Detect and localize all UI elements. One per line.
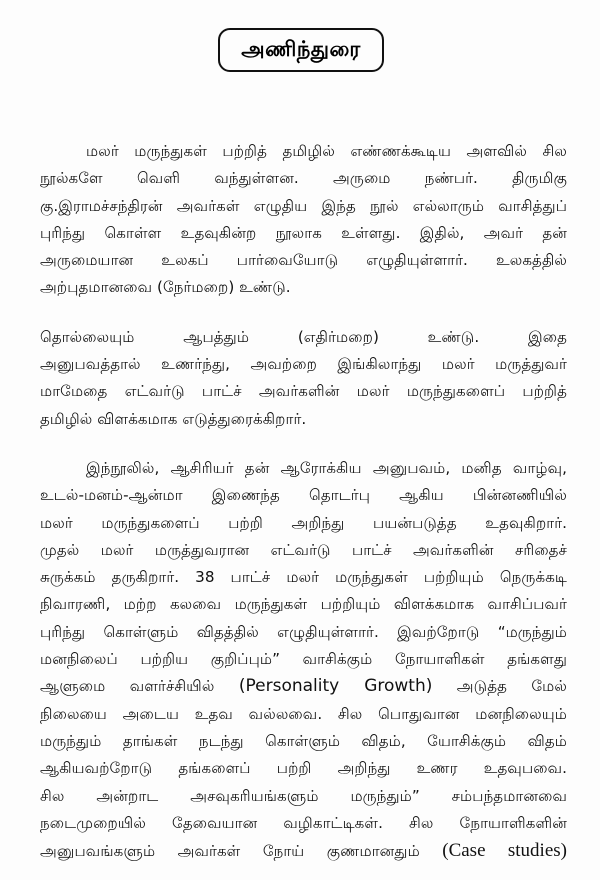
paragraph-2 — [40, 324, 567, 433]
text-line: சில அன்றாட அசவுகரியங்களும் மருந்தும்” சம்பந்தமானவை — [40, 786, 567, 805]
text-fragment: அனுபவங்களும் அவர்கள் நோய் குணமானதும் — [40, 842, 420, 861]
text-line: முதல் மலர் மருத்துவரான எட்வர்டு பாட்ச் அவர்களின் சரிதைச் — [40, 540, 567, 559]
text-line: சுருக்கம் தருகிறார். 38 பாட்ச் மலர் மருந்துகள் பற்றியும் நெருக்கடி — [40, 568, 567, 587]
title-box — [218, 28, 384, 72]
text-line: ஆகியவற்றோடு தங்களைப் பற்றி அறிந்து உணர உதவுபவை. — [40, 759, 567, 778]
page-title: அணிந்துரை — [241, 36, 361, 61]
text-fragment: அடுத்த மேல் — [456, 677, 567, 696]
text-line: நிலையை அடைய உதவ வல்லவை. சில பொதுவான மனநிலையும் — [40, 704, 567, 723]
text-line: கு.இராமச்சந்திரன் அவர்கள் எழுதிய இந்த நூல் எல்லாரும் வாசித்துப் — [40, 196, 567, 215]
text-line: அனுபவத்தால் உணர்ந்து, அவற்றை இங்கிலாந்து மலர் மருத்துவர் — [40, 355, 567, 374]
text-line: நூல்களே வெளி வந்துள்ளன. அருமை நண்பர். திருமிகு — [40, 169, 567, 188]
english-term: (Personality Growth) — [238, 676, 433, 697]
text-line: மாமேதை எட்வர்டு பாட்ச் அவர்களின் மலர் மருந்துகளைப் பற்றித் — [40, 382, 567, 401]
text-line: தமிழில் விளக்கமாக எடுத்துரைக்கிறார். — [40, 409, 307, 428]
text-line: மலர் மருந்துகளைப் பற்றி அறிந்து பயன்படுத்த உதவுகிறார். — [40, 513, 567, 532]
text-line: இந்நூலில், ஆசிரியர் தன் ஆரோக்கிய அனுபவம், மனித வாழ்வு, — [86, 458, 567, 477]
text-line: நடைமுறையில் தேவையான வழிகாட்டிகள். சில நோயாளிகளின் — [40, 813, 567, 832]
text-line: அற்புதமானவை (நேர்மறை) உண்டு. — [40, 278, 291, 297]
text-line-case-studies — [40, 837, 567, 864]
text-line: மருந்தும் தாங்கள் நடந்து கொள்ளும் விதம், யோசிக்கும் விதம் — [40, 731, 567, 750]
text-line: புரிந்து கொள்ள உதவுகின்ற நூலாக உள்ளது. இதில், அவர் தன் — [40, 223, 567, 242]
text-fragment: ஆளுமை வளர்ச்சியில் — [40, 677, 215, 696]
text-line: மலர் மருந்துகள் பற்றித் தமிழில் எண்ணக்கூடிய அளவில் சில — [86, 142, 567, 160]
text-line: மனநிலைப் பற்றிய குறிப்பும்” வாசிக்கும் நோயாளிகள் தங்களது — [40, 650, 567, 669]
text-line: அருமையான உலகப் பார்வையோடு எழுதியுள்ளார். உலகத்தில் — [40, 251, 567, 270]
text-line: தொல்லையும் ஆபத்தும் (எதிர்மறை) உண்டு. இதை — [40, 327, 567, 346]
paragraph-3 — [40, 455, 567, 864]
paragraph-1 — [40, 138, 567, 302]
text-line: உடல்-மனம்-ஆன்மா இணைந்த தொடர்பு ஆகிய பின்னணியில் — [40, 486, 567, 505]
text-line: நிவாரணி, மற்ற கலவை மருந்துகள் பற்றியும் விளக்கமாக வாசிப்பவர் — [40, 595, 567, 614]
text-line-personality — [40, 673, 567, 700]
text-line: புரிந்து கொள்ளும் விதத்தில் எழுதியுள்ளார். இவற்றோடு “மருந்தும் — [40, 622, 567, 641]
english-term: (Case studies) — [442, 840, 567, 862]
body-text — [40, 138, 567, 886]
